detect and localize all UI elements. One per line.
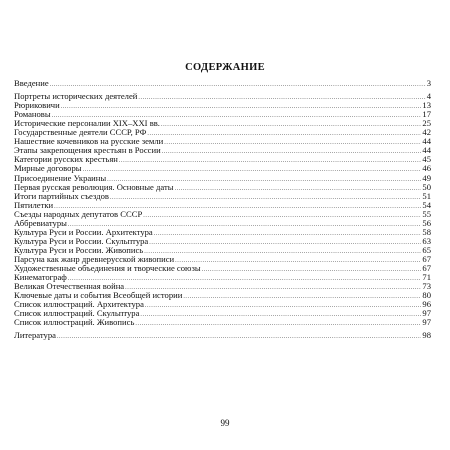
toc-entry-page: 67	[422, 253, 431, 264]
toc-entry-title: Мирные договоры	[14, 163, 82, 174]
toc-entry	[14, 79, 431, 88]
toc-entry-title: Список иллюстраций. Живопись	[14, 317, 135, 328]
toc-entry-title: Государственные деятели СССР, РФ	[14, 127, 147, 138]
toc-entry-page: 49	[422, 172, 431, 183]
toc-entry-title: Список иллюстраций. Скульптура	[14, 308, 140, 319]
toc-entry	[14, 101, 431, 110]
toc-entry-page: 63	[422, 235, 431, 246]
toc-entry	[14, 264, 431, 273]
toc-entry-title: Первая русская революция. Основные даты	[14, 181, 174, 192]
toc-entry-title: Съезды народных депутатов СССР	[14, 208, 143, 219]
toc-entry-page: 13	[422, 100, 431, 111]
toc-entry-title: Культура Руси и России. Живопись	[14, 244, 144, 255]
toc-entry-title: Присоединение Украины	[14, 172, 107, 183]
toc-dot-leader	[175, 186, 422, 192]
toc-entry-title: Великая Отечественная война	[14, 281, 125, 292]
toc-entry-title: Рюриковичи	[14, 100, 60, 111]
toc-entry-page: 17	[422, 109, 431, 120]
toc-entry-title: Категории русских крестьян	[14, 154, 118, 165]
toc-dot-leader	[183, 294, 421, 300]
toc-entry-title: Художественные объединения и творческие союзы	[14, 262, 201, 273]
toc-entry-page: 58	[422, 226, 431, 237]
toc-entry-page: 51	[422, 190, 431, 201]
toc-entry-page: 67	[422, 262, 431, 273]
toc-entry	[14, 92, 431, 101]
toc-entry-page: 44	[422, 145, 431, 156]
toc-entry-page: 25	[422, 118, 431, 129]
toc-dot-leader	[144, 249, 421, 255]
toc-dot-leader	[164, 140, 421, 146]
toc-entry-title: Этапы закрепощения крестьян в России	[14, 145, 161, 156]
toc-dot-leader	[162, 149, 422, 155]
toc-entry-page: 42	[422, 127, 431, 138]
toc-entry-page: 56	[422, 217, 431, 228]
toc-entry-title: Ключевые даты и события Всеобщей истории	[14, 290, 183, 301]
toc-entry-title: Аббревиатуры	[14, 217, 67, 228]
toc-entry-page: 44	[422, 136, 431, 147]
toc-dot-leader	[202, 267, 422, 273]
toc-entry	[14, 331, 431, 340]
toc-entry-page: 97	[422, 308, 431, 319]
toc-dot-leader	[61, 104, 422, 110]
toc-entry-page: 65	[422, 244, 431, 255]
toc-dot-leader	[57, 334, 421, 340]
toc-dot-leader	[140, 312, 421, 318]
toc-entry-page: 80	[422, 290, 431, 301]
toc-entry-page: 3	[426, 78, 431, 89]
toc-entry-title: Введение	[14, 78, 49, 89]
toc-entry-page: 97	[422, 317, 431, 328]
toc-entry-page: 54	[422, 199, 431, 210]
toc-entry-title: Нашествие кочевников на русские земли	[14, 136, 164, 147]
toc-entry-title: Пятилетки	[14, 199, 54, 210]
toc-dot-leader	[119, 158, 422, 164]
toc-entry-title: Исторические персоналии XIX–XXI вв.	[14, 118, 160, 129]
toc-entry-page: 55	[422, 208, 431, 219]
toc-entry-title: Портреты исторических деятелей	[14, 91, 138, 102]
toc-dot-leader	[143, 213, 421, 219]
toc-entry-title: Итоги партийных съездов	[14, 190, 109, 201]
toc-dot-leader	[83, 167, 422, 173]
toc-dot-leader	[110, 195, 421, 201]
toc-entry-page: 45	[422, 154, 431, 165]
table-of-contents	[14, 79, 431, 340]
toc-entry-title: Кинематограф	[14, 272, 67, 283]
toc-dot-leader	[138, 95, 425, 101]
toc-entry-page: 98	[422, 330, 431, 341]
page-number: 99	[220, 418, 230, 428]
toc-entry-page: 4	[426, 91, 431, 102]
toc-entry-page: 71	[422, 272, 431, 283]
toc-dot-leader	[161, 122, 421, 128]
toc-entry-title: Список иллюстраций. Архитектура	[14, 299, 144, 310]
toc-entry-title: Романовы	[14, 109, 51, 120]
toc-entry-title: Культура Руси и России. Архитектура	[14, 226, 153, 237]
toc-entry	[14, 318, 431, 327]
toc-entry-page: 50	[422, 181, 431, 192]
toc-entry-title: Парсуна как жанр древнерусской живописи	[14, 253, 175, 264]
toc-dot-leader	[175, 258, 421, 264]
toc-entry-page: 96	[422, 299, 431, 310]
page-title: СОДЕРЖАНИЕ	[185, 62, 265, 73]
toc-dot-leader	[145, 303, 421, 309]
toc-dot-leader	[135, 321, 421, 327]
toc-dot-leader	[147, 131, 421, 137]
toc-entry-title: Литература	[14, 330, 56, 341]
toc-entry	[14, 192, 431, 201]
toc-entry	[14, 210, 431, 219]
toc-dot-leader	[149, 240, 421, 246]
toc-entry-title: Культура Руси и России. Скульптура	[14, 235, 149, 246]
toc-dot-leader	[154, 231, 422, 237]
toc-dot-leader	[50, 82, 426, 88]
toc-entry-page: 46	[422, 163, 431, 174]
toc-entry-page: 73	[422, 281, 431, 292]
